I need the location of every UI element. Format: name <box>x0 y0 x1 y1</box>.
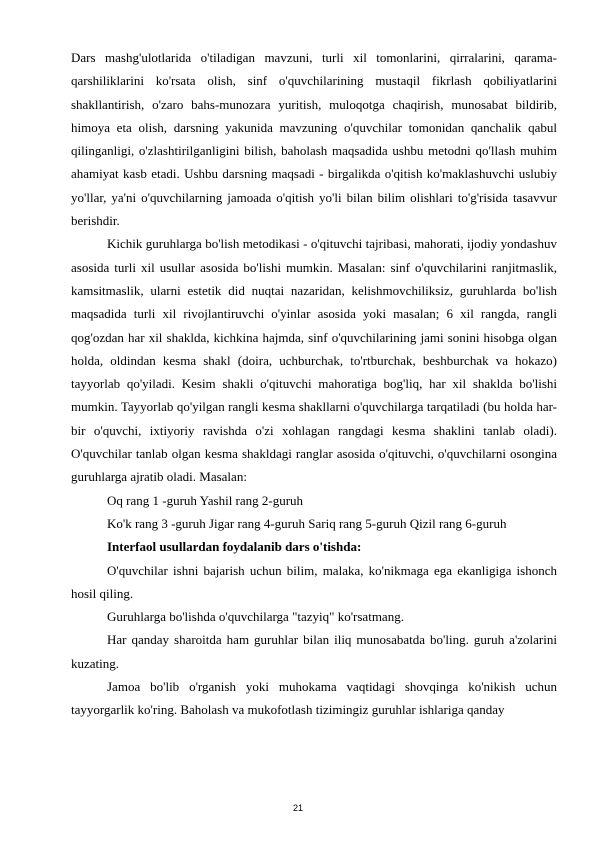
paragraph-intro: Dars mashg'ulotlarida o'tiladigan mavzuni, turli xil tomonlarini, qirralarini, qarama-qarshiliklarini ko'rsata olish, sinf o'quvchilarining mustaqil fikrlash qobiliyatlarini shakllantirish, o'zaro bahs-munozara yuritish, muloqotga chaqirish, munosabat bildirib, himoya eta olish, darsning yakunida mavzuning o'quvchilar tomonidan qanchalik qabul qilinganligi, o'zlashtirilganligini bilish, baholash maqsadida ushbu metodni qo'llash muhim ahamiyat kasb etadi. Ushbu darsning maqsadi - birgalikda o'qitish ko'maklashuvchi uslubiy yo'llar, ya'ni o'quvchilarning jamoada o'qitish yo'li bilan bilim olishlari to'g'risida tasavvur berishdir. <box>71 50 557 229</box>
document-body <box>71 46 557 722</box>
page-number: 21 <box>292 803 303 813</box>
paragraph-confidence: O'quvchilar ishni bajarish uchun bilim, malaka, ko'nikmaga ega ekanligiga ishonch hosil qiling. <box>71 562 557 601</box>
paragraph-group-method: Kichik guruhlarga bo'lish metodikasi - o'qituvchi tajribasi, mahorati, ijodiy yondashuv asosida turli xil usullar asosida bo'lishi mumkin. Masalan: sinf o'quvchilarini ranjitmaslik, kamsitmaslik, ularni estetik did nuqtai nazaridan, kelishmovchiliksiz, guruhlarda bo'lish maqsadida turli xil rivojlantiruvchi o'yinlar asosida yoki masalan; 6 xil rangda, rangli qog'ozdan har xil shaklda, kichkina hajmda, sinf o'quvchilarining jami sonini hisobga olgan holda, oldindan kesma shakl (doira, uchburchak, to'rtburchak, beshburchak va hokazo) tayyorlab qo'yiladi. Kesim shakli o'qituvchi mahoratiga bog'liq, har xil shaklda bo'lishi mumkin. Tayyorlab qo'yilgan rangli kesma shakllarni o'quvchilarga tarqatiladi (bu holda har-bir o'quvchi, ixtiyoriy ravishda o'zi xohlagan rangdagi kesma shaklini tanlab oladi). O'quvchilar tanlab olgan kesma shakldagi ranglar asosida o'qituvchi, o'quvchilarni osongina guruhlarga ajratib oladi. Masalan: <box>71 236 557 485</box>
groups-line-1: Oq rang 1 -guruh Yashil rang 2-guruh <box>107 492 304 508</box>
section-heading: Interfaol usullardan foydalanib dars o'tishda: <box>107 539 362 555</box>
paragraph-no-pressure: Guruhlarga bo'lishda o'quvchilarga "tazyiq" ko'rsatmang. <box>107 609 404 625</box>
paragraph-relations: Har qanday sharoitda ham guruhlar bilan iliq munosabatda bo'ling. guruh a'zolarini kuzating. <box>71 632 557 671</box>
paragraph-noise: Jamoa bo'lib o'rganish yoki muhokama vaqtidagi shovqinga ko'nikish uchun tayyorgarlik ko'ring. Baholash va mukofotlash tizimingiz guruhlar ishlariga qanday <box>71 679 557 718</box>
groups-line-2: Ko'k rang 3 -guruh Jigar rang 4-guruh Sariq rang 5-guruh Qizil rang 6-guruh <box>107 515 507 531</box>
